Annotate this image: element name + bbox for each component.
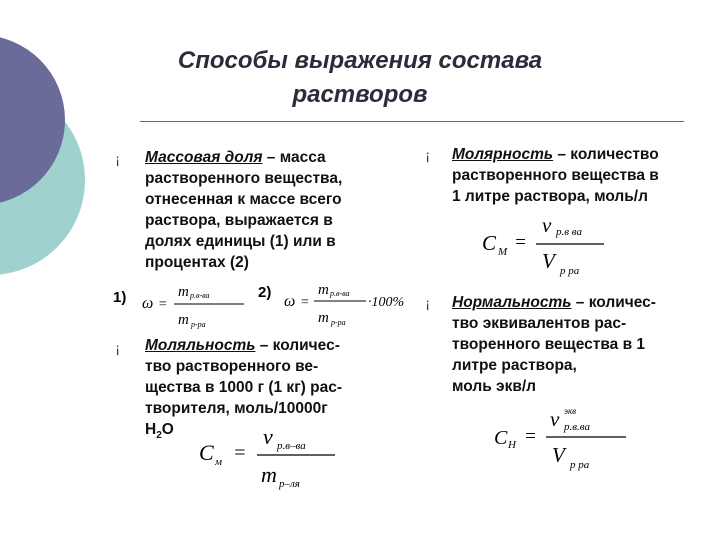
mass-fraction-line-5: процентах (2) [145, 254, 249, 271]
fn-den-sub: р ра [570, 459, 590, 471]
fn-lhs-sub: H [508, 439, 516, 451]
fmol-lhs-sub: M [498, 246, 508, 258]
mass-fraction-formula-2 [282, 276, 417, 328]
f2-den: m [318, 310, 329, 326]
page-title [140, 44, 580, 112]
fmol-den-sub: р ра [560, 265, 580, 277]
bullet-molarity: ¡ [425, 149, 431, 164]
bullet-mass-fraction: ¡ [115, 153, 121, 168]
fm-lhs-sub: м [215, 456, 223, 468]
fmol-num-sub: р.в ва [556, 226, 582, 238]
title-line-1: Способы выражения состава [177, 47, 543, 74]
water-o: O [161, 421, 174, 438]
fn-num-sub: р.в.ва [564, 421, 590, 433]
molality-line-3: творителя, моль/10000г [145, 400, 328, 417]
mass-fraction-text [145, 147, 405, 273]
mass-fraction-line-4: долях единицы (1) или в [145, 233, 336, 250]
teal-circle [0, 85, 85, 275]
molality-line-2: щества в 1000 г (1 кг) рас- [145, 379, 342, 396]
purple-circle [0, 35, 65, 205]
formula-label-1: 1) [113, 289, 127, 306]
f2-num-sub: р.в-ва [330, 289, 350, 298]
fm-num: ν [263, 424, 273, 449]
fn-den: V [552, 443, 565, 467]
mass-fraction-formula-1 [140, 278, 260, 330]
f2-lhs: ω [284, 293, 296, 310]
molality-line-1: тво растворенного ве- [145, 358, 319, 375]
mass-fraction-term: Массовая доля [145, 149, 263, 166]
title-divider [140, 121, 684, 122]
fn-lhs: C [494, 427, 508, 449]
water-sub: 2 [156, 430, 162, 442]
molarity-line-0 [452, 144, 712, 165]
normality-formula [490, 402, 640, 477]
mass-fraction-line-1: растворенного вещества, [145, 170, 343, 187]
bullet-normality: ¡ [425, 297, 431, 312]
fmol-den: V [542, 249, 555, 273]
molality-rest: – количес- [255, 337, 340, 354]
f2-eq: = [300, 295, 310, 310]
fm-den-sub: р–ля [279, 478, 300, 490]
mass-fraction-rest: – масса [262, 149, 326, 166]
fm-lhs: C [199, 440, 214, 465]
f2-num: m [318, 282, 329, 298]
fmol-lhs: C [482, 231, 497, 255]
normality-text [452, 292, 712, 397]
normality-line-1: тво эквивалентов рас- [452, 315, 627, 332]
normality-line-2: творенного вещества в 1 [452, 336, 646, 353]
f1-eq: = [158, 297, 168, 312]
fn-eq: = [524, 426, 537, 447]
water-h: H [145, 421, 157, 438]
normality-term: Нормальность [452, 294, 572, 311]
f1-num: m [178, 284, 189, 300]
fm-num-sub: р.в–ва [277, 440, 306, 452]
f1-lhs: ω [142, 295, 154, 312]
normality-rest: – количес- [571, 294, 656, 311]
title-line-2: растворов [292, 81, 428, 108]
f2-tail: ·100% [368, 295, 405, 310]
molarity-rest: – количество [553, 146, 659, 163]
f1-den: m [178, 312, 189, 328]
mass-fraction-line-0 [145, 147, 405, 168]
normality-line-3: литре раствора, [452, 357, 577, 374]
molarity-text [452, 144, 712, 207]
formula-label-2: 2) [258, 284, 272, 301]
molality-term: Моляльность [145, 337, 256, 354]
fn-num: ν [550, 407, 560, 431]
molarity-line-2: 1 литре раствора, моль/л [452, 188, 648, 205]
mass-fraction-line-3: раствора, выражается в [145, 212, 333, 229]
f2-den-sub: р-ра [331, 318, 346, 327]
normality-line-0 [452, 292, 712, 313]
f1-den-sub: р-ра [191, 320, 206, 329]
molality-line-0 [145, 335, 395, 356]
molality-formula [195, 420, 365, 490]
fmol-num: ν [542, 213, 552, 237]
bullet-molality: ¡ [115, 342, 121, 357]
f1-num-sub: р.в-ва [190, 291, 210, 300]
normality-line-4: моль экв/л [452, 378, 537, 395]
fmol-eq: = [514, 232, 527, 253]
fm-eq: = [233, 442, 247, 464]
fn-num-sup: экв [564, 406, 577, 416]
molarity-formula [478, 210, 618, 280]
decorative-circles [0, 0, 130, 300]
mass-fraction-line-2: отнесенная к массе всего [145, 191, 342, 208]
molarity-line-1: растворенного вещества в [452, 167, 659, 184]
molarity-term: Молярность [452, 146, 554, 163]
fm-den: m [261, 462, 277, 487]
